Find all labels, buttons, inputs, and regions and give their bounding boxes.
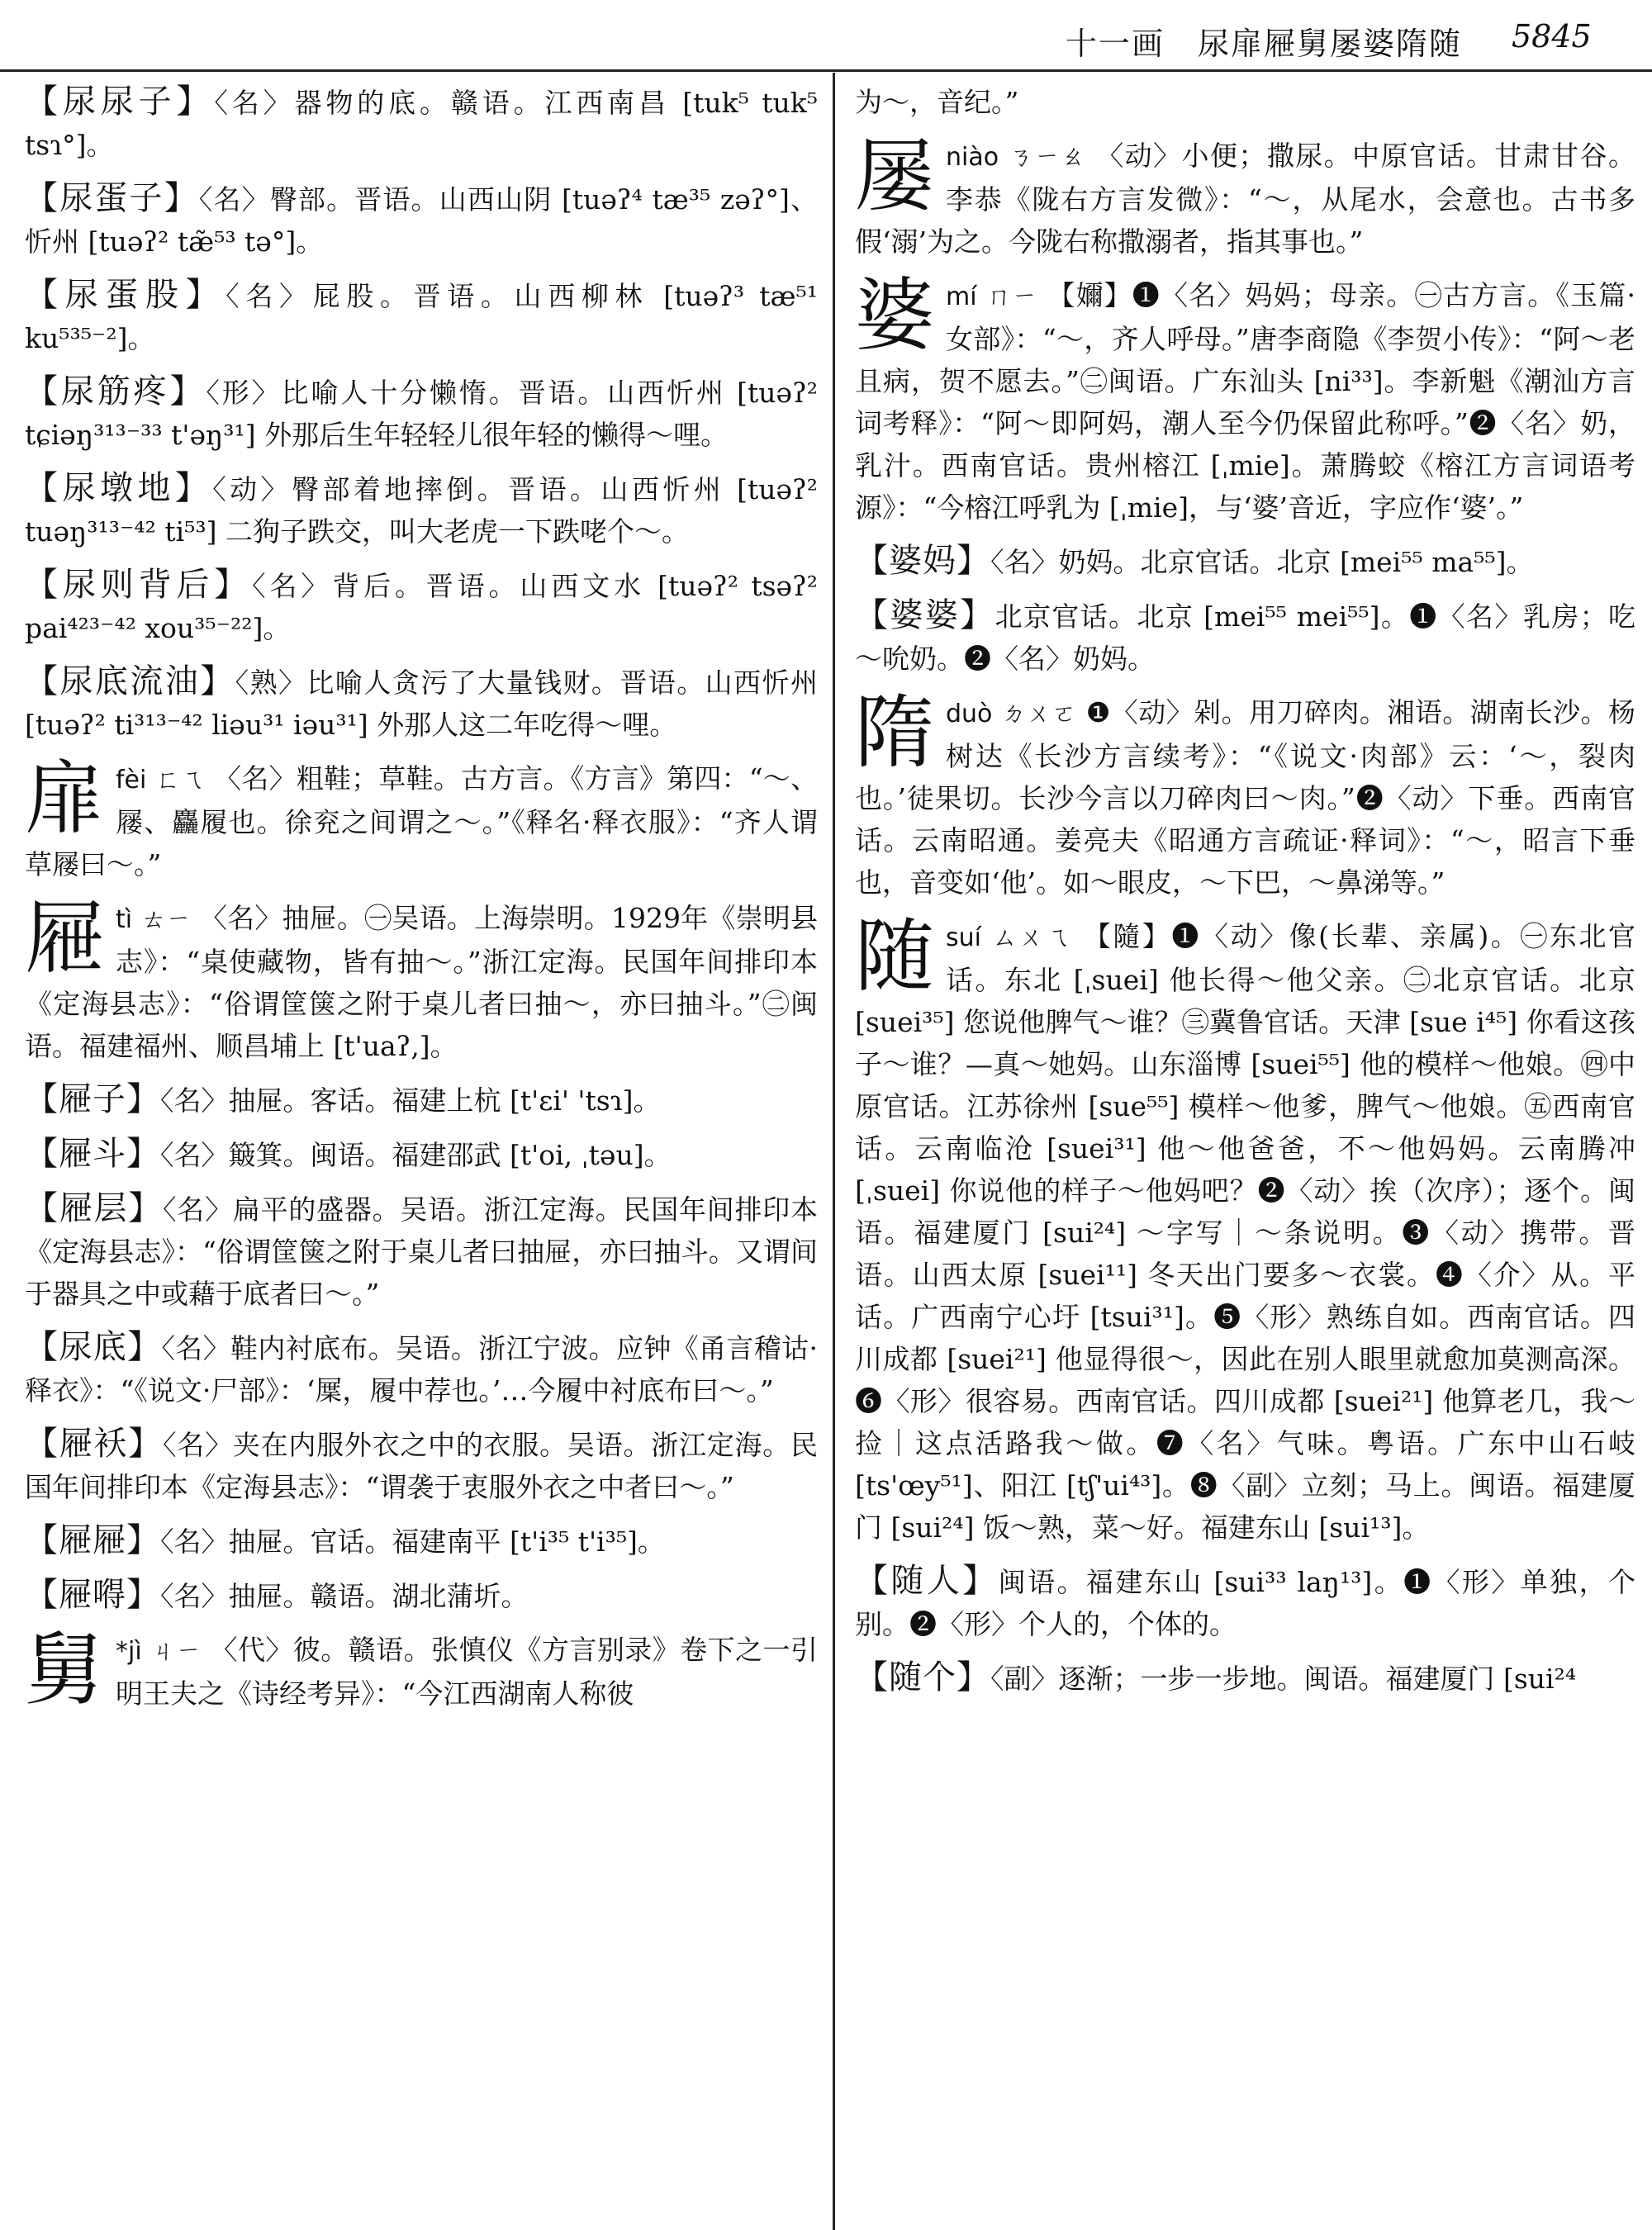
entry-pinyin: niào	[946, 143, 999, 172]
entry-pinyin: suí	[946, 923, 981, 952]
entry-character: 屡	[855, 130, 934, 222]
word-entry	[855, 1560, 1635, 1645]
entry-character: 婆	[855, 269, 934, 362]
entry-headword: 【尿蛋子】	[25, 179, 199, 217]
entry-zhuyin: ㄊㄧ	[140, 905, 192, 934]
entry-zhuyin: ㄋㄧㄠ	[1009, 143, 1087, 172]
char-entry	[855, 269, 1635, 529]
entry-definition: 闽语。福建东山 [sui³³ laŋ¹³]。❶〈形〉单独，个别。❷〈形〉个人的，个体的。	[855, 1566, 1636, 1640]
word-entry	[25, 1423, 818, 1508]
word-entry	[25, 1188, 818, 1315]
char-entry	[25, 892, 819, 1067]
page-number: 5845	[1512, 18, 1592, 55]
column-divider	[833, 73, 835, 2230]
entry-headword: 【屜袄】	[25, 1425, 164, 1463]
entry-pinyin: *jì	[116, 1637, 142, 1666]
entry-headword: 【尿底流油】	[25, 662, 235, 700]
entry-definition: 〈名〉屁股。晋语。山西柳林 [tuəʔ³ tæ⁵¹ ku⁵³⁵⁻²]。	[25, 280, 818, 354]
entry-headword: 【随人】	[855, 1562, 999, 1600]
entry-headword: 【屜斗】	[25, 1135, 160, 1173]
entry-headword: 【屜嘚】	[25, 1576, 160, 1614]
word-entry	[855, 540, 1635, 583]
entry-pinyin: mí	[946, 282, 977, 311]
word-entry	[25, 661, 818, 746]
entry-definition: 〈名〉器物的底。赣语。江西南昌 [tuk⁵ tuk⁵ tsɿ°]。	[25, 87, 818, 161]
entry-headword: 【尿蛋股】	[25, 276, 226, 314]
entry-definition: 〈名〉臀部。晋语。山西山阴 [tuəʔ⁴ tæ³⁵ zəʔ°]、忻州 [tuəʔ² tæ̃⁵³ tə°]。	[25, 183, 819, 258]
entry-character: 随	[855, 910, 934, 1003]
word-entry	[25, 1326, 818, 1412]
entry-headword: 【尿则背后】	[25, 566, 253, 604]
word-entry	[855, 81, 1635, 123]
entry-definition: 〈名〉背后。晋语。山西文水 [tuəʔ² tsəʔ² pai⁴²³⁻⁴² xou³⁵⁻²²]。	[25, 570, 819, 644]
word-entry	[25, 1520, 818, 1563]
page-header	[0, 0, 1652, 73]
entry-zhuyin: ㄉㄨㄛ	[1001, 700, 1077, 728]
entry-pinyin: tì	[116, 905, 133, 934]
char-entry	[25, 752, 818, 885]
entry-definition: 〈名〉鞋内衬底布。吴语。浙江宁波。应钟《甬言稽诂·释衣》：“《说文·尸部》：‘屟，履中荐也。’…今履中衬底布曰～。”	[25, 1332, 818, 1407]
entry-character: 隋	[855, 686, 934, 779]
entry-definition: 〈熟〉比喻人贪污了大量钱财。晋语。山西忻州 [tuəʔ² ti³¹³⁻⁴² liəu³¹ iəu³¹] 外那人这二年吃得～哩。	[25, 667, 819, 741]
entry-headword: 【婆妈】	[855, 542, 990, 580]
entry-headword: 【随个】	[855, 1658, 990, 1696]
char-entry	[855, 910, 1636, 1549]
entry-definition: 〈名〉抽屉。赣语。湖北蒲圻。	[160, 1580, 529, 1612]
entry-headword: 【屜层】	[25, 1189, 164, 1227]
entry-headword: 【屜屜】	[25, 1521, 160, 1559]
entry-definition: 〈代〉彼。赣语。张慎仪《方言别录》卷下之一引明王夫之《诗经考异》：“今江西湖南人称彼	[116, 1634, 818, 1710]
entry-pinyin: duò	[946, 700, 993, 728]
entry-character: 舅	[25, 1624, 104, 1716]
word-entry	[25, 81, 818, 166]
entry-headword: 【尿筋疼】	[25, 372, 206, 410]
entry-definition: 〈动〉臀部着地摔倒。晋语。山西忻州 [tuəʔ² tuəŋ³¹³⁻⁴² ti⁵³] 二狗子跌交，叫大老虎一下跌咾个～。	[25, 473, 818, 548]
header-title: 十一画 尿扉屜舅屡婆隋随	[1066, 26, 1463, 62]
entry-headword: 【尿底】	[25, 1328, 162, 1366]
entry-definition: ❶〈动〉剁。用刀碎肉。湘语。湖南长沙。杨树达《长沙方言续考》：“《说文·肉部》云：‘～，裂肉也。’徒果切。长沙今言以刀碎肉曰～肉。”❷〈动〉下垂。西南官话。云南昭通。姜亮夫《昭通方言疏证·释词》：“～，昭言下垂也，音变如‘他’。如～眼皮，～下巴，～鼻涕等。”	[855, 696, 1635, 899]
word-entry	[855, 1657, 1635, 1700]
entry-definition: 〈名〉粗鞋；草鞋。古方言。《方言》第四：“～、屦、麤履也。徐兖之间谓之～。”《释名·释衣服》：“齐人谓草屦曰～。”	[25, 762, 818, 880]
word-entry	[25, 1079, 818, 1122]
entry-pinyin: fèi	[116, 766, 147, 795]
entry-definition: 【隨】❶〈动〉像(长辈、亲属)。㊀东北官话。东北 [ˌsuei] 他长得～他父亲。㊁北京官话。北京 [suei³⁵] 您说他脾气～谁？㊂冀鲁官话。天津 [sue i⁴⁵] 你看这孩子～谁？—真～她妈。山东淄博 [suei⁵⁵] 他的模样～他娘。㊃中原官话。江苏徐州 [sue⁵⁵] 模样～他爹，脾气～他娘。㊄西南官话。云南临沧 [suei³¹] 他～他爸爸，不～他妈妈。云南腾冲 [ˌsuei] 你说他的样子～他妈吧？❷〈动〉挨（次序）；逐个。闽语。福建厦门 [sui²⁴] ～字写｜～条说明。❸〈动〉携带。晋语。山西太原 [suei¹¹] 冬天出门要多～衣裳。❹〈介〉从。平话。广西南宁心圩 [tsui³¹]。❺〈形〉熟练自如。西南官话。四川成都 [suei²¹] 他显得很～，因此在别人眼里就愈加莫测高深。❻〈形〉很容易。西南官话。四川成都 [suei²¹] 他算老几，我～捡｜这点活路我～做。❼〈名〉气味。粤语。广东中山石岐 [ts'œy⁵¹]、阳江 [tʃ'ui⁴³]。❽〈副〉立刻；马上。闽语。福建厦门 [sui²⁴] 饭～熟，菜～好。福建东山 [sui¹³]。	[855, 920, 1636, 1544]
char-entry	[855, 686, 1635, 904]
entry-definition: 〈名〉夹在内服外衣之中的衣服。吴语。浙江定海。民国年间排印本《定海县志》：“谓袭于衷服外衣之中者曰～。”	[25, 1429, 819, 1503]
entry-definition: 〈名〉抽屉。客话。福建上杭 [t'ɛi' 'tsɿ]。	[160, 1084, 661, 1117]
entry-zhuyin: ㄙㄨㄟ	[992, 923, 1073, 952]
entry-headword: 【婆婆】	[855, 596, 995, 634]
entry-definition: 北京官话。北京 [mei⁵⁵ mei⁵⁵]。❶〈名〉乳房；吃～吮奶。❷〈名〉奶妈。	[855, 600, 1635, 675]
entry-character: 屜	[25, 892, 104, 985]
entry-headword: 【屜子】	[25, 1080, 160, 1118]
entry-headword: 【尿墩地】	[25, 469, 213, 507]
char-entry	[855, 130, 1635, 263]
entry-definition: 〈动〉小便；撒尿。中原官话。甘肃甘谷。李恭《陇右方言发微》：“～，从尾水，会意也。古书多假‘溺’为之。今陇右称撒溺者，指其事也。”	[855, 140, 1635, 258]
word-entry	[25, 1574, 818, 1617]
entry-definition: 为～，音纪。”	[855, 86, 1019, 118]
word-entry	[25, 1133, 818, 1176]
word-entry	[25, 564, 818, 649]
left-column	[25, 81, 818, 1726]
entry-zhuyin: ㄇㄧ	[986, 282, 1038, 311]
entry-definition: 〈名〉抽屉。㊀吴语。上海崇明。1929年《崇明县志》：“桌使藏物，皆有抽～。”浙江定海。民国年间排印本《定海县志》：“俗谓筐箧之附于桌儿者曰抽～，亦曰抽斗。”㊁闽语。福建福州、顺昌埔上 [t'uaʔ,]。	[25, 902, 819, 1062]
entry-definition: 【嬭】❶〈名〉妈妈；母亲。㊀古方言。《玉篇·女部》：“～，齐人呼母。”唐李商隐《李贺小传》：“阿～老且病，贺不愿去。”㊁闽语。广东汕头 [ni³³]。李新魁《潮汕方言词考释》：“阿～即阿妈，潮人至今仍保留此称呼。”❷〈名〉奶，乳汁。西南官话。贵州榕江 [ˌmie]。萧腾蛟《榕江方言词语考源》：“今榕江呼乳为 [ˌmie]，与‘婆’音近，字应作‘婆’。”	[855, 279, 1635, 524]
entry-zhuyin: ㄐㄧ	[150, 1637, 202, 1666]
entry-definition: 〈名〉抽屉。官话。福建南平 [t'i³⁵ t'i³⁵]。	[160, 1525, 665, 1558]
entry-headword: 【尿尿子】	[25, 83, 215, 121]
word-entry	[25, 178, 818, 263]
word-entry	[855, 595, 1635, 680]
entry-zhuyin: ㄈㄟ	[155, 766, 206, 795]
entry-definition: 〈名〉扁平的盛器。吴语。浙江定海。民国年间排印本《定海县志》：“俗谓筐箧之附于桌儿者曰抽屉，亦曰抽斗。又谓间于器具之中或藉于底者曰～。”	[25, 1193, 819, 1310]
entry-character: 扉	[25, 752, 104, 845]
entry-definition: 〈名〉簸箕。闽语。福建邵武 [t'oi, ˌtəu]。	[160, 1139, 672, 1171]
entry-definition: 〈副〉逐渐；一步一步地。闽语。福建厦门 [sui²⁴	[990, 1663, 1577, 1695]
header-rule	[0, 69, 1652, 72]
char-entry	[25, 1624, 818, 1716]
word-entry	[25, 274, 818, 359]
entry-definition: 〈形〉比喻人十分懒惰。晋语。山西忻州 [tuəʔ² tɕiəŋ³¹³⁻³³ t'əŋ³¹] 外那后生年轻轻儿很年轻的懒得～哩。	[25, 377, 819, 451]
word-entry	[25, 467, 818, 553]
entry-definition: 〈名〉奶妈。北京官话。北京 [mei⁵⁵ ma⁵⁵]。	[990, 546, 1534, 578]
word-entry	[25, 371, 818, 456]
right-column	[855, 81, 1635, 1711]
